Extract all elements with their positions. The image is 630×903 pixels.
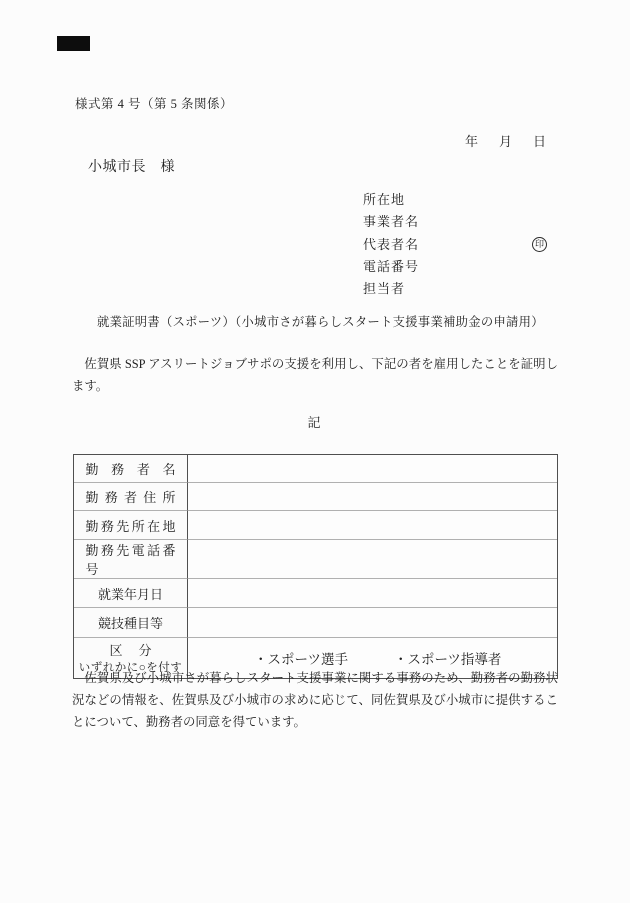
intro-line-1: 佐賀県 SSP アスリートジョブサポの支援を利用し、下記の者を雇用したことを証明し [84, 357, 558, 371]
consent-line-2: 況などの情報を、佐賀県及び小城市の求めに応じて、同佐賀県及び小城市に提供するこ [72, 693, 558, 707]
option-athlete: ・スポーツ選手 [254, 652, 348, 667]
table-row [74, 608, 557, 638]
row-value-workplace-phone [188, 540, 557, 579]
corner-black-mark [57, 36, 90, 51]
consent-paragraph [72, 667, 558, 733]
row-label-category: 区分 いずれかに○を付す [74, 638, 188, 678]
intro-line-2: ます。 [72, 379, 109, 393]
consent-line-1: 佐賀県及び小城市さが暮らしスタート支援事業に関する事務のため、勤務者の勤務状 [84, 671, 558, 685]
row-label-workplace-address: 勤務先所在地 [74, 511, 188, 540]
addressee: 小城市長 様 [88, 160, 175, 175]
date-day-label: 日 [532, 134, 546, 149]
applicant-field-business-name: 事業者名 [363, 214, 420, 230]
form-number: 様式第 4 号（第 5 条関係） [75, 97, 234, 111]
table-row [74, 540, 557, 579]
row-label-worker-name: 勤務者名 [74, 455, 188, 483]
date-month-label: 月 [498, 134, 512, 149]
applicant-field-phone: 電話番号 [363, 258, 420, 274]
row-label-worker-address: 勤務者住所 [74, 483, 188, 511]
row-label-workplace-phone: 勤務先電話番号 [74, 540, 188, 579]
row-value-sport-event [188, 608, 557, 638]
row-label-employment-date: 就業年月日 [74, 579, 188, 608]
document-title: 就業証明書（スポーツ）（小城市さが暮らしスタート支援事業補助金の申請用） [97, 315, 544, 329]
category-sublabel: いずれかに○を付す [78, 662, 183, 674]
row-value-workplace-address [188, 511, 557, 540]
applicant-field-address: 所在地 [363, 192, 406, 207]
table-row [74, 511, 557, 540]
row-label-sport-event: 競技種目等 [74, 608, 188, 638]
consent-line-3: とについて、勤務者の同意を得ています。 [72, 715, 306, 729]
applicant-block [363, 189, 419, 300]
employment-table [73, 454, 558, 679]
table-row [74, 483, 557, 511]
option-coach: ・スポーツ指導者 [393, 652, 502, 667]
applicant-field-contact-person: 担当者 [363, 281, 406, 297]
applicant-field-representative: 代表者名 [363, 236, 420, 252]
row-value-employment-date [188, 579, 557, 608]
row-value-worker-name [188, 455, 557, 483]
table-row [74, 579, 557, 608]
date-year-label: 年 [464, 134, 478, 149]
table-row [74, 455, 557, 483]
date-line [465, 135, 546, 149]
intro-paragraph [72, 353, 558, 397]
seal-icon: 印 [532, 237, 547, 252]
row-value-worker-address [188, 483, 557, 511]
ki-heading: 記 [307, 415, 323, 430]
